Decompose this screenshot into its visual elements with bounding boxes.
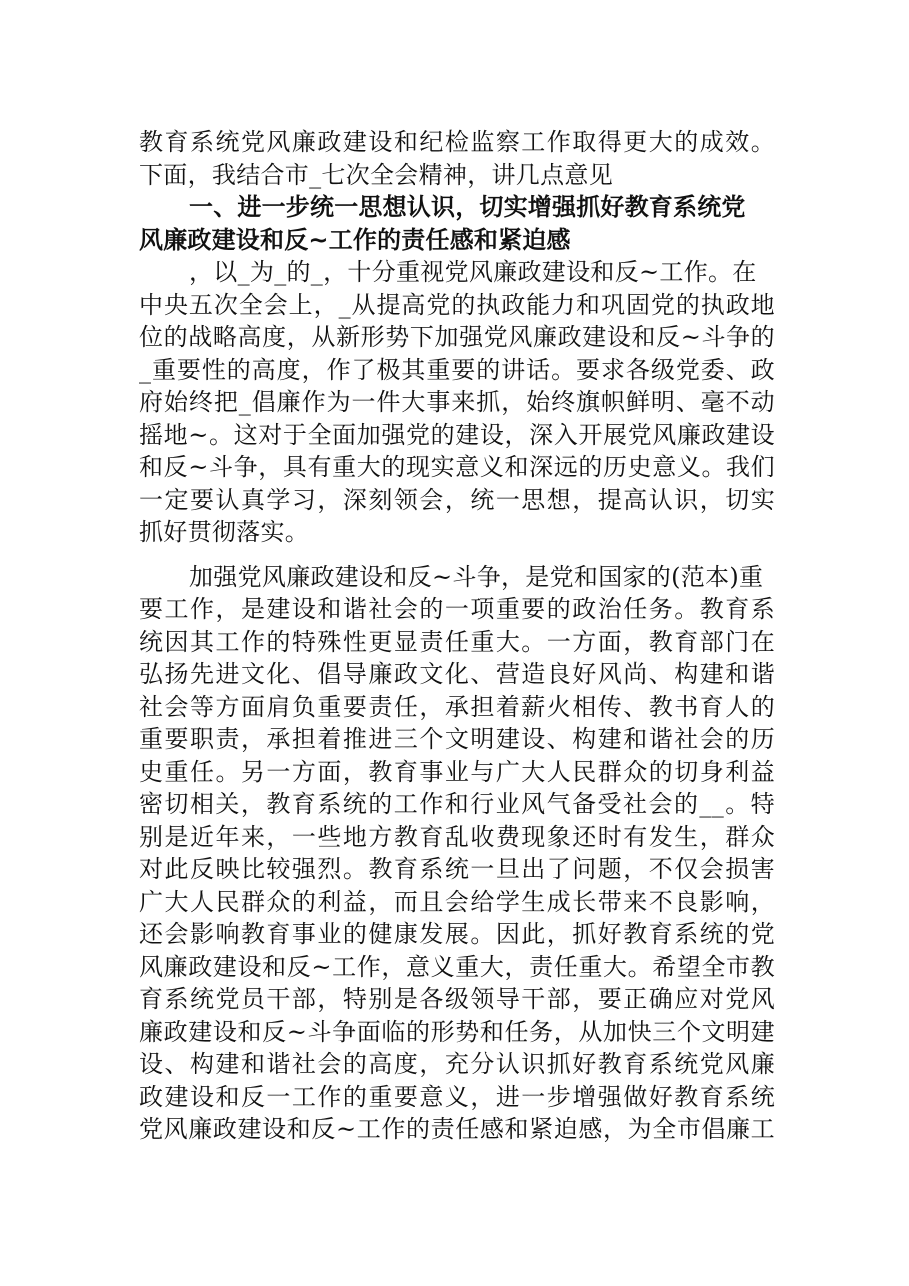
text-line: 育系统党员干部，特别是各级领导干部，要正确应对党风 (139, 985, 775, 1013)
heading-line: 一、进一步统一思想认识，切实增强抓好教育系统党 (189, 193, 746, 221)
text-line: 重要职责，承担着推进三个文明建设、构建和谐社会的历 (139, 725, 775, 753)
text-line: 抓好贯彻落实。 (139, 518, 310, 546)
text-line: 别是近年来，一些地方教育乱收费现象还时有发生，群众 (139, 822, 775, 851)
text-line: 弘扬先进文化、倡导廉政文化、营造良好风尚、构建和谐 (139, 660, 775, 688)
text-line: 府始终把_倡廉作为一件大事来抓，始终旗帜鲜明、毫不动 (139, 388, 775, 416)
text-line: 中央五次全会上，_从提高党的执政能力和巩固党的执政地 (139, 290, 775, 319)
document-body (139, 126, 775, 1146)
text-line: 风廉政建设和反~工作，意义重大，责任重大。希望全市教 (139, 952, 775, 981)
text-line: ，以_为_的_，十分重视党风廉政建设和反~工作。在 (189, 258, 757, 286)
paragraph-2 (139, 561, 775, 1146)
text-line: 史重任。另一方面，教育事业与广大人民群众的切身利益 (139, 757, 775, 786)
text-line: 党风廉政建设和反~工作的责任感和紧迫感，为全市倡廉工 (139, 1115, 775, 1143)
text-line: 位的战略高度，从新形势下加强党风廉政建设和反~斗争的 (139, 323, 775, 351)
text-line: 密切相关，教育系统的工作和行业风气备受社会的__。特 (139, 790, 775, 818)
text-line: _重要性的高度，作了极其重要的讲话。要求各级党委、政 (139, 355, 775, 384)
heading-line: 风廉政建设和反~工作的责任感和紧迫感 (139, 225, 571, 254)
text-line: 还会影响教育事业的健康发展。因此，抓好教育系统的党 (139, 920, 775, 948)
text-line: 社会等方面肩负重要责任，承担着薪火相传、教书育人的 (139, 692, 775, 721)
text-line: 对此反映比较强烈。教育系统一旦出了问题，不仅会损害 (139, 855, 775, 883)
text-line: 廉政建设和反~斗争面临的形势和任务，从加快三个文明建 (139, 1017, 775, 1046)
text-line: 要工作，是建设和谐社会的一项重要的政治任务。教育系 (139, 595, 775, 623)
text-line: 下面，我结合市_七次全会精神，讲几点意见 (139, 160, 613, 189)
intro-paragraph (139, 126, 775, 191)
paragraph-1 (139, 256, 775, 549)
text-line: 统因其工作的特殊性更显责任重大。一方面，教育部门在 (139, 627, 775, 656)
text-line: 一定要认真学习，深刻领会，统一思想，提高认识，切实 (139, 485, 775, 514)
text-line: 教育系统党风廉政建设和纪检监察工作取得更大的成效。 (139, 128, 775, 156)
text-line: 广大人民群众的利益，而且会给学生成长带来不良影响， (139, 887, 775, 916)
text-line: 政建设和反一工作的重要意义，进一步增强做好教育系统 (139, 1082, 775, 1111)
text-line: 设、构建和谐社会的高度，充分认识抓好教育系统党风廉 (139, 1050, 775, 1078)
text-line: 加强党风廉政建设和反~斗争，是党和国家的(范本)重 (189, 562, 764, 591)
text-line: 摇地~。这对于全面加强党的建设，深入开展党风廉政建设 (139, 420, 775, 449)
section-heading (139, 191, 775, 256)
text-line: 和反~斗争，具有重大的现实意义和深远的历史意义。我们 (139, 453, 775, 481)
